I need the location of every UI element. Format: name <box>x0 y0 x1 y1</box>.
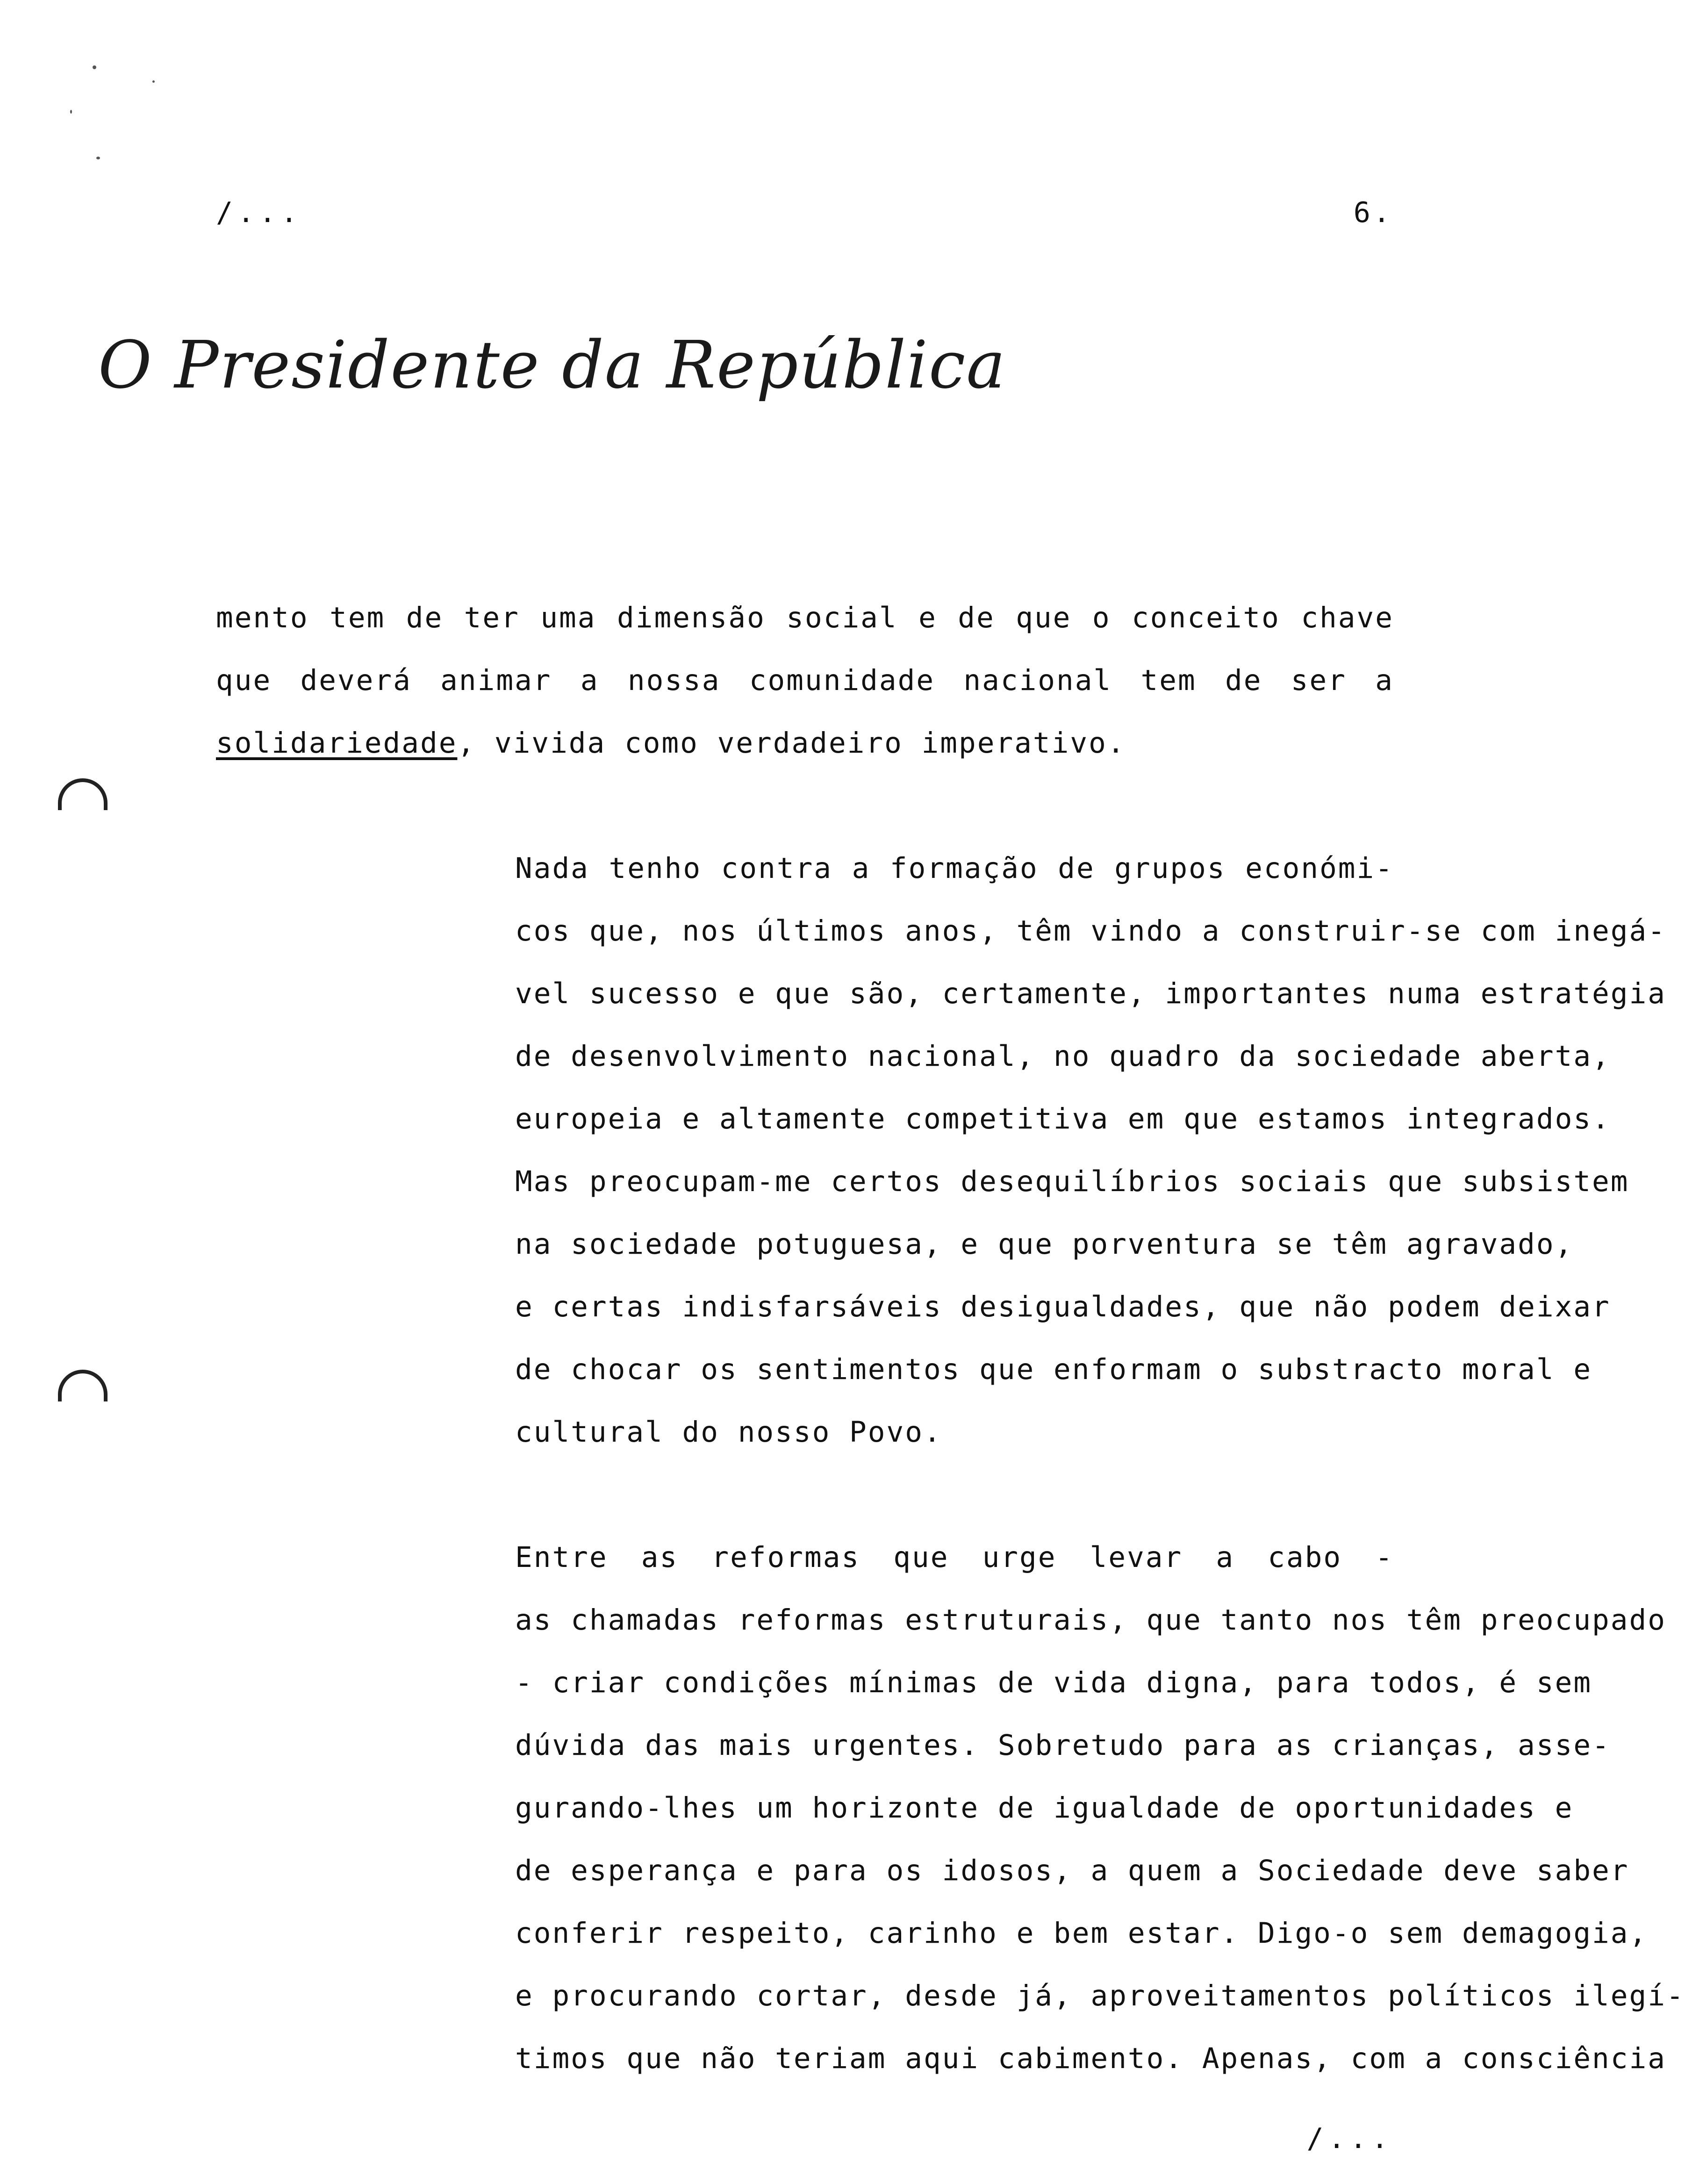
text-line: cos que, nos últimos anos, têm vindo a construir-se com inegá- <box>515 914 1666 948</box>
punch-hole-mark <box>58 1370 108 1401</box>
text-line: Nada tenho contra a formação de grupos económi- <box>515 852 1394 885</box>
text-line: de esperança e para os idosos, a quem a Sociedade deve saber <box>515 1854 1629 1887</box>
text-line: que deverá animar a nossa comunidade nacional tem de ser a <box>216 664 1394 697</box>
page-number: 6. <box>1353 196 1393 229</box>
text-line: vel sucesso e que são, certamente, importantes numa estratégia <box>515 977 1666 1010</box>
paragraph <box>216 587 1394 775</box>
text-line: timos que não teriam aqui cabimento. Apenas, com a consciência <box>515 2042 1666 2075</box>
footer-continuation-mark: /... <box>1306 2122 1393 2155</box>
text-line: europeia e altamente competitiva em que estamos integrados. <box>515 1102 1611 1135</box>
text-line: conferir respeito, carinho e bem estar. Digo-o sem demagogia, <box>515 1917 1648 1950</box>
body-text <box>216 587 1685 2090</box>
letterhead-title: O Presidente da República <box>98 327 1006 403</box>
text-line: Mas preocupam-me certos desequilíbrios sociais que subsistem <box>515 1165 1629 1198</box>
header-continuation-mark: /... <box>216 196 302 229</box>
text-line: Entre as reformas que urge levar a cabo - <box>515 1541 1394 1574</box>
scan-speck <box>93 65 96 69</box>
text-line: - criar condições mínimas de vida digna, para todos, é sem <box>515 1666 1592 1699</box>
scan-speck <box>152 80 155 83</box>
punch-hole-mark <box>58 778 108 810</box>
text-line: na sociedade potuguesa, e que porventura se têm agravado, <box>515 1228 1574 1261</box>
text-line: e procurando cortar, desde já, aproveitamentos políticos ilegí- <box>515 1979 1685 2012</box>
text-line <box>216 712 1394 775</box>
text-line-rest: , vivida como verdadeiro imperativo. <box>457 726 1126 760</box>
text-line: de desenvolvimento nacional, no quadro da sociedade aberta, <box>515 1040 1611 1073</box>
text-line: as chamadas reformas estruturais, que tanto nos têm preocupado <box>515 1603 1666 1637</box>
scan-speck <box>96 157 100 159</box>
paragraph <box>216 1526 1685 2090</box>
paragraph <box>216 837 1666 1464</box>
text-line: de chocar os sentimentos que enformam o substracto moral e <box>515 1353 1592 1386</box>
text-line: e certas indisfarsáveis desigualdades, que não podem deixar <box>515 1290 1611 1323</box>
text-line: dúvida das mais urgentes. Sobretudo para as crianças, asse- <box>515 1729 1611 1762</box>
text-line: mento tem de ter uma dimensão social e de que o conceito chave <box>216 601 1394 634</box>
scan-speck <box>70 110 72 114</box>
text-line: gurando-lhes um horizonte de igualdade de oportunidades e <box>515 1791 1574 1825</box>
underlined-word: solidariedade <box>216 726 458 760</box>
text-line: cultural do nosso Povo. <box>515 1415 942 1449</box>
